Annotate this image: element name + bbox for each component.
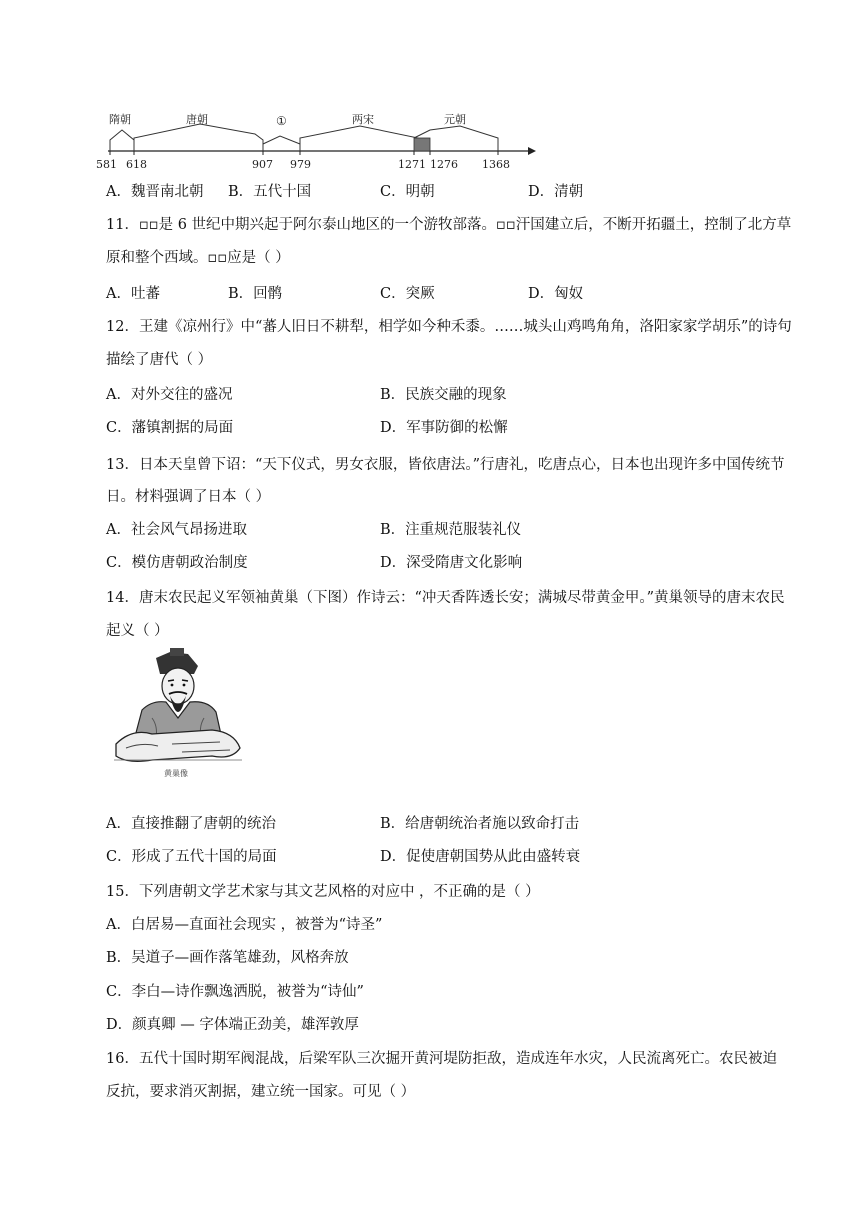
timeline-label: 元朝 <box>444 113 466 126</box>
q14-option-d[interactable]: D．促使唐朝国势从此由盛转衰 <box>380 849 581 865</box>
q10-option-b[interactable]: B．五代十国 <box>228 184 312 200</box>
q15-option-b[interactable]: B．吴道子—画作落笔雄劲，风格奔放 <box>106 950 349 966</box>
q11-option-b[interactable]: B．回鹘 <box>228 286 283 302</box>
q12-option-d[interactable]: D．军事防御的松懈 <box>380 420 508 436</box>
q10-option-a[interactable]: A．魏晋南北朝 <box>106 184 204 200</box>
timeline-year: 1276 <box>430 158 458 171</box>
timeline-label: 隋朝 <box>109 113 131 126</box>
q14-option-a[interactable]: A．直接推翻了唐朝的统治 <box>106 816 276 832</box>
timeline-year: 979 <box>290 158 311 171</box>
q15-option-c[interactable]: C．李白—诗作飘逸洒脱，被誉为“诗仙” <box>106 984 364 1000</box>
q11-option-a[interactable]: A．吐蕃 <box>106 286 160 302</box>
q15-stem: 15．下列唐朝文学艺术家与其文艺风格的对应中 ，不正确的是（ ） <box>106 884 540 900</box>
q14-option-b[interactable]: B．给唐朝统治者施以致命打击 <box>380 816 580 832</box>
q15-option-d[interactable]: D．颜真卿 — 字体端正劲美，雄浑敦厚 <box>106 1017 359 1033</box>
timeline-label: 唐朝 <box>186 113 208 126</box>
q12-option-c[interactable]: C．藩镇割据的局面 <box>106 420 234 436</box>
q11-option-c[interactable]: C．突厥 <box>380 286 435 302</box>
q10-option-d[interactable]: D．清朝 <box>528 184 584 200</box>
q11-stem-line2: 原和整个西域。▫▫应是（ ） <box>106 250 290 266</box>
q11-option-d[interactable]: D．匈奴 <box>528 286 584 302</box>
timeline-year: 907 <box>252 158 273 171</box>
q16-stem-line1: 16．五代十国时期军阀混战，后梁军队三次掘开黄河堤防拒敌，造成连年水灾，人民流离死亡。农民被迫 <box>106 1051 777 1067</box>
timeline-label: 两宋 <box>352 113 374 126</box>
q12-stem-line2: 描绘了唐代（ ） <box>106 352 213 368</box>
q14-stem-line1: 14．唐末农民起义军领袖黄巢（下图）作诗云：“冲天香阵透长安；满城尽带黄金甲。”黄巢领导的唐末农民 <box>106 590 785 606</box>
q15-option-a[interactable]: A．白居易—直面社会现实 ，被誉为“诗圣” <box>106 917 383 933</box>
q10-option-c[interactable]: C．明朝 <box>380 184 435 200</box>
timeline-year: 1271 <box>398 158 426 171</box>
timeline-year: 581 <box>96 158 117 171</box>
timeline-year: 618 <box>126 158 147 171</box>
q13-option-d[interactable]: D．深受隋唐文化影响 <box>380 555 523 571</box>
dynasty-timeline <box>96 108 540 174</box>
portrait-caption: 黄巢像 <box>164 769 188 778</box>
q13-stem-line1: 13．日本天皇曾下诏：“天下仪式，男女衣服，皆依唐法。”行唐礼，吃唐点心，日本也出现许多中国传统节 <box>106 457 785 473</box>
q13-option-c[interactable]: C．模仿唐朝政治制度 <box>106 555 248 571</box>
timeline-year: 1368 <box>482 158 510 171</box>
q14-option-c[interactable]: C．形成了五代十国的局面 <box>106 849 277 865</box>
q16-stem-line2: 反抗，要求消灭割据，建立统一国家。可见（ ） <box>106 1084 416 1100</box>
q12-option-a[interactable]: A．对外交往的盛况 <box>106 387 233 403</box>
huang-chao-portrait <box>112 648 244 780</box>
timeline-label: ① <box>276 114 287 128</box>
q14-stem-line2: 起义（ ） <box>106 623 169 639</box>
q13-option-b[interactable]: B．注重规范服装礼仪 <box>380 522 522 538</box>
q12-stem-line1: 12．王建《凉州行》中“蕃人旧日不耕犁，相学如今种禾黍。……城头山鸡鸣角角，洛阳家家学胡乐”的诗句 <box>106 319 792 335</box>
q13-stem-line2: 日。材料强调了日本（ ） <box>106 489 271 505</box>
q12-option-b[interactable]: B．民族交融的现象 <box>380 387 507 403</box>
q13-option-a[interactable]: A．社会风气昂扬进取 <box>106 522 247 538</box>
q11-stem-line1: 11．▫▫是 6 世纪中期兴起于阿尔泰山地区的一个游牧部落。▫▫汗国建立后，不断开拓疆土，控制了北方草 <box>106 217 792 233</box>
